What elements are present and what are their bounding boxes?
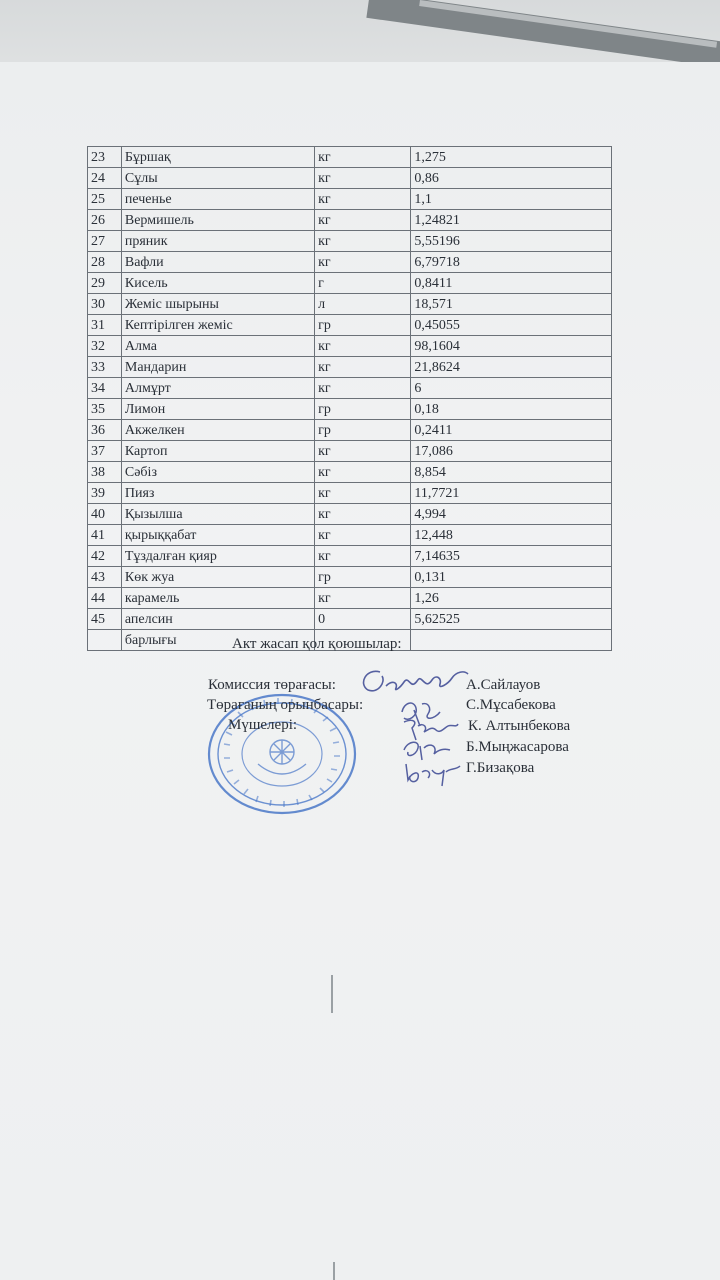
table-row <box>88 462 612 483</box>
unit: кг <box>315 231 411 252</box>
product-name: Бұршақ <box>121 147 314 168</box>
quantity: 6,79718 <box>411 252 612 273</box>
paper-crease-mark <box>333 1262 335 1280</box>
product-name: Пияз <box>121 483 314 504</box>
row-number: 36 <box>88 420 122 441</box>
quantity: 4,994 <box>411 504 612 525</box>
table-row <box>88 441 612 462</box>
row-number: 25 <box>88 189 122 210</box>
background-wall <box>0 0 720 70</box>
deputy-name: С.Мұсабекова <box>466 697 556 713</box>
product-name: Көк жуа <box>121 567 314 588</box>
quantity: 6 <box>411 378 612 399</box>
unit: кг <box>315 252 411 273</box>
quantity: 11,7721 <box>411 483 612 504</box>
product-name: Кептірілген жеміс <box>121 315 314 336</box>
unit: кг <box>315 441 411 462</box>
unit: кг <box>315 504 411 525</box>
product-name: Кисель <box>121 273 314 294</box>
unit: кг <box>315 357 411 378</box>
row-number: 28 <box>88 252 122 273</box>
unit: кг <box>315 588 411 609</box>
signoff-heading: Акт жасап қол қоюшылар: <box>232 636 402 652</box>
quantity: 0,45055 <box>411 315 612 336</box>
row-number: 32 <box>88 336 122 357</box>
row-number: 30 <box>88 294 122 315</box>
row-number: 37 <box>88 441 122 462</box>
table-row <box>88 483 612 504</box>
quantity: 0,18 <box>411 399 612 420</box>
row-number: 45 <box>88 609 122 630</box>
table-row <box>88 504 612 525</box>
quantity: 5,62525 <box>411 609 612 630</box>
table-row <box>88 168 612 189</box>
table-row <box>88 525 612 546</box>
quantity: 12,448 <box>411 525 612 546</box>
unit: гр <box>315 315 411 336</box>
row-number: 24 <box>88 168 122 189</box>
quantity: 17,086 <box>411 441 612 462</box>
unit: гр <box>315 420 411 441</box>
deputy-label: Төрағаның орынбасары: <box>207 697 364 713</box>
product-name: Лимон <box>121 399 314 420</box>
product-name: Алма <box>121 336 314 357</box>
table-row <box>88 588 612 609</box>
unit: кг <box>315 546 411 567</box>
quantity: 0,8411 <box>411 273 612 294</box>
quantity: 18,571 <box>411 294 612 315</box>
row-number: 23 <box>88 147 122 168</box>
product-name: апелсин <box>121 609 314 630</box>
unit: кг <box>315 462 411 483</box>
row-number: 27 <box>88 231 122 252</box>
row-number: 43 <box>88 567 122 588</box>
row-number: 44 <box>88 588 122 609</box>
unit: кг <box>315 147 411 168</box>
quantity: 5,55196 <box>411 231 612 252</box>
product-name: Сұлы <box>121 168 314 189</box>
table-row <box>88 210 612 231</box>
unit: кг <box>315 378 411 399</box>
member-name: Б.Мыңжасарова <box>466 739 569 755</box>
member3-signature-icon <box>400 758 464 788</box>
inventory-table-body <box>88 147 612 651</box>
unit: гр <box>315 567 411 588</box>
product-name: Сәбіз <box>121 462 314 483</box>
table-row <box>88 357 612 378</box>
table-row <box>88 315 612 336</box>
chair-label: Комиссия төрағасы: <box>208 677 336 693</box>
unit: кг <box>315 483 411 504</box>
product-name: Тұздалған қияр <box>121 546 314 567</box>
product-name: Вермишель <box>121 210 314 231</box>
quantity: 0,131 <box>411 567 612 588</box>
table-row <box>88 336 612 357</box>
row-number: 39 <box>88 483 122 504</box>
product-name: карамель <box>121 588 314 609</box>
unit: кг <box>315 168 411 189</box>
product-name: қырыққабат <box>121 525 314 546</box>
unit: кг <box>315 336 411 357</box>
table-row <box>88 252 612 273</box>
unit: гр <box>315 399 411 420</box>
table-row <box>88 231 612 252</box>
row-number <box>88 630 122 651</box>
table-row <box>88 378 612 399</box>
row-number: 34 <box>88 378 122 399</box>
row-number: 42 <box>88 546 122 567</box>
row-number: 31 <box>88 315 122 336</box>
members-label: Мүшелері: <box>228 717 298 733</box>
row-number: 33 <box>88 357 122 378</box>
table-row <box>88 546 612 567</box>
table-row <box>88 294 612 315</box>
quantity: 1,26 <box>411 588 612 609</box>
member-name: Г.Бизақова <box>466 760 535 776</box>
row-number: 41 <box>88 525 122 546</box>
product-name: Вафли <box>121 252 314 273</box>
row-number: 40 <box>88 504 122 525</box>
product-name: Қызылша <box>121 504 314 525</box>
quantity: 1,24821 <box>411 210 612 231</box>
quantity: 98,1604 <box>411 336 612 357</box>
table-row <box>88 147 612 168</box>
product-name: Мандарин <box>121 357 314 378</box>
product-name: Алмұрт <box>121 378 314 399</box>
quantity: 21,8624 <box>411 357 612 378</box>
paper-crease-mark <box>331 975 333 1013</box>
table-row <box>88 609 612 630</box>
quantity: 0,86 <box>411 168 612 189</box>
table-row <box>88 189 612 210</box>
table-row <box>88 273 612 294</box>
quantity: 1,1 <box>411 189 612 210</box>
unit: кг <box>315 525 411 546</box>
table-row <box>88 567 612 588</box>
row-number: 26 <box>88 210 122 231</box>
table-row <box>88 399 612 420</box>
row-number: 29 <box>88 273 122 294</box>
quantity <box>411 630 612 651</box>
unit: л <box>315 294 411 315</box>
product-name: барлығы <box>121 630 314 651</box>
row-number: 38 <box>88 462 122 483</box>
product-name: пряник <box>121 231 314 252</box>
product-name: печенье <box>121 189 314 210</box>
unit: кг <box>315 210 411 231</box>
row-number: 35 <box>88 399 122 420</box>
product-name: Акжелкен <box>121 420 314 441</box>
quantity: 0,2411 <box>411 420 612 441</box>
product-name: Картоп <box>121 441 314 462</box>
quantity: 1,275 <box>411 147 612 168</box>
inventory-table <box>87 146 612 651</box>
unit: г <box>315 273 411 294</box>
member-name: К. Алтынбекова <box>468 718 571 734</box>
unit: 0 <box>315 609 411 630</box>
chair-name: А.Сайлауов <box>466 677 541 693</box>
unit: кг <box>315 189 411 210</box>
quantity: 7,14635 <box>411 546 612 567</box>
quantity: 8,854 <box>411 462 612 483</box>
table-row <box>88 420 612 441</box>
product-name: Жеміс шырыны <box>121 294 314 315</box>
